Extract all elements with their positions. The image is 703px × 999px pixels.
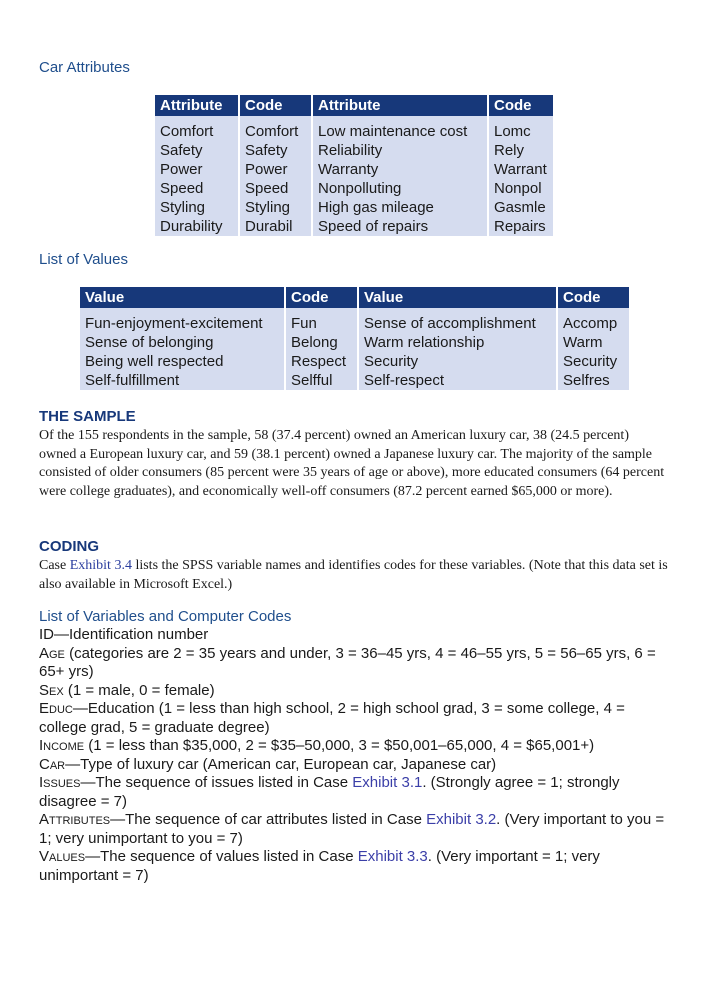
table-cell: Speed — [239, 179, 312, 198]
list-item: Income (1 = less than $35,000, 2 = $35–50,000, 3 = $50,001–65,000, 4 = $65,001+) — [39, 737, 595, 754]
table-row — [155, 160, 553, 179]
table-cell: Security — [557, 352, 629, 371]
table-cell: Selfful — [285, 371, 358, 390]
car-attributes-table — [155, 95, 553, 236]
list-of-values-title: List of Values — [39, 251, 128, 268]
table-header-row — [80, 287, 629, 308]
list-item: Age (categories are 2 = 35 years and under, 3 = 36–45 yrs, 4 = 46–55 yrs, 5 = 56–65 yrs, 6 = 65+ yrs) — [39, 644, 656, 680]
col-header: Attribute — [155, 95, 239, 116]
table-cell: Power — [239, 160, 312, 179]
table-cell: Self-respect — [358, 371, 557, 390]
exhibit-3-1-link[interactable]: Exhibit 3.1 — [352, 774, 423, 791]
exhibit-3-2-link[interactable]: Exhibit 3.2 — [426, 811, 497, 828]
table-cell: Styling — [239, 198, 312, 217]
col-header: Value — [358, 287, 557, 308]
table-cell: Nonpolluting — [312, 179, 488, 198]
list-item: Values—The sequence of values listed in Case Exhibit 3.3. (Very important = 1; very unimportant = 7) — [39, 848, 600, 884]
table-cell: Warm — [557, 333, 629, 352]
exhibit-3-4-link[interactable]: Exhibit 3.4 — [69, 558, 132, 573]
table-cell: Speed — [155, 179, 239, 198]
table-cell: Speed of repairs — [312, 217, 488, 236]
table-cell: Fun — [285, 314, 358, 333]
table-row — [80, 333, 629, 352]
coding-heading: CODING — [39, 538, 99, 555]
car-attributes-title: Car Attributes — [39, 59, 130, 76]
table-cell: Sense of accomplishment — [358, 314, 557, 333]
sample-paragraph: Of the 155 respondents in the sample, 58 (37.4 percent) owned an American luxury car, 38 (24.5 percent) owned a European luxury car, and 59 (38.1 percent) owned a Japanese luxury car. The majority of the sample consisted of older consumers (85 percent were 35 years of age or above), more educated consumers (64 percent were college graduates), and economically well-off consumers (87.2 percent earned $65,000 or more). — [39, 428, 665, 499]
table-cell: Nonpol — [488, 179, 553, 198]
coding-paragraph: Case Exhibit 3.4 lists the SPSS variable names and identifies codes for these variables. (Note that this data set is also available in Microsoft Excel.) — [39, 558, 668, 592]
col-header: Value — [80, 287, 285, 308]
variables-title: List of Variables and Computer Codes — [39, 608, 292, 625]
table-cell: Power — [155, 160, 239, 179]
list-item: Car—Type of luxury car (American car, European car, Japanese car) — [39, 755, 497, 773]
list-of-values-table — [80, 287, 629, 390]
col-header: Code — [557, 287, 629, 308]
table-cell: Comfort — [155, 122, 239, 141]
list-item: Sex (1 = male, 0 = female) — [39, 681, 215, 699]
col-header: Code — [239, 95, 312, 116]
table-cell: Rely — [488, 141, 553, 160]
table-cell: Styling — [155, 198, 239, 217]
table-cell: Warrant — [488, 160, 553, 179]
table-cell: Durabil — [239, 217, 312, 236]
table-cell: Lomc — [488, 122, 553, 141]
col-header: Code — [488, 95, 553, 116]
table-cell: Low maintenance cost — [312, 122, 488, 141]
exhibit-3-3-link[interactable]: Exhibit 3.3 — [357, 848, 428, 865]
table-cell: Belong — [285, 333, 358, 352]
table-row — [155, 217, 553, 236]
sample-heading: THE SAMPLE — [39, 408, 136, 425]
col-header: Code — [285, 287, 358, 308]
table-cell: Safety — [155, 141, 239, 160]
table-cell: High gas mileage — [312, 198, 488, 217]
list-item: Attributes—The sequence of car attributes listed in Case Exhibit 3.2. (Very important to you = 1; very unimportant to you = 7) — [39, 811, 665, 847]
table-row — [155, 179, 553, 198]
table-cell: Reliability — [312, 141, 488, 160]
table-cell: Selfres — [557, 371, 629, 390]
table-cell: Respect — [285, 352, 358, 371]
table-cell: Durability — [155, 217, 239, 236]
table-cell: Fun-enjoyment-excitement — [80, 314, 285, 333]
table-cell: Sense of belonging — [80, 333, 285, 352]
table-cell: Safety — [239, 141, 312, 160]
table-cell: Comfort — [239, 122, 312, 141]
list-item: Educ—Education (1 = less than high school, 2 = high school grad, 3 = some college, 4 = college grad, 5 = graduate degree) — [39, 700, 625, 736]
table-row — [155, 122, 553, 141]
list-item: ID—Identification number — [39, 626, 209, 643]
list-item: Issues—The sequence of issues listed in Case Exhibit 3.1. (Strongly agree = 1; strongly disagree = 7) — [39, 774, 620, 810]
table-row — [80, 314, 629, 333]
table-row — [155, 198, 553, 217]
table-cell: Gasmle — [488, 198, 553, 217]
table-cell: Being well respected — [80, 352, 285, 371]
table-cell: Accomp — [557, 314, 629, 333]
table-cell: Warranty — [312, 160, 488, 179]
table-cell: Security — [358, 352, 557, 371]
table-row — [155, 141, 553, 160]
table-cell: Repairs — [488, 217, 553, 236]
col-header: Attribute — [312, 95, 488, 116]
table-row — [80, 352, 629, 371]
variables-list — [39, 626, 669, 885]
table-cell: Warm relationship — [358, 333, 557, 352]
table-cell: Self-fulfillment — [80, 371, 285, 390]
table-row — [80, 371, 629, 390]
table-header-row — [155, 95, 553, 116]
